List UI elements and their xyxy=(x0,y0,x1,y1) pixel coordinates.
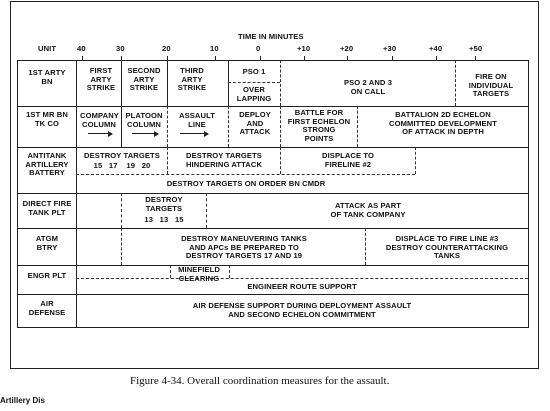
mr-divider-1 xyxy=(121,106,122,147)
battle-for-first-echelon: BATTLE FOR FIRST ECHELON STRONG POINTS xyxy=(287,108,351,143)
tick-label-0: 0 xyxy=(256,44,261,53)
engr-route-separator xyxy=(76,278,528,279)
at-dashed-divider-2 xyxy=(280,147,281,174)
arty-dashed-divider-2 xyxy=(455,60,456,106)
pso-2-and-3-on-call: PSO 2 AND 3 ON CALL xyxy=(343,78,393,96)
unit-air-defense: AIR DEFENSE xyxy=(28,299,66,317)
unit-column-header: UNIT xyxy=(38,44,57,53)
battalion-2d-echelon: BATTALION 2D ECHELON COMMITTED DEVELOPMENT OF ATTACK IN DEPTH xyxy=(389,110,497,137)
unit-1st-arty-bn: 1ST ARTY BN xyxy=(28,68,66,86)
arty-divider-1 xyxy=(121,60,122,106)
table-top-border xyxy=(17,60,529,61)
arty-dashed-divider-1 xyxy=(280,60,281,106)
tick-label-plus10: +10 xyxy=(297,44,311,53)
df-dashed-divider-2 xyxy=(206,193,207,228)
arty-divider-3 xyxy=(228,60,229,106)
second-arty-strike: SECOND ARTY STRIKE xyxy=(127,66,161,93)
time-axis-title: TIME IN MINUTES xyxy=(238,32,304,41)
engr-dashed-divider-2 xyxy=(229,265,230,278)
first-arty-strike: FIRST ARTY STRIKE xyxy=(86,66,116,93)
destroy-targets-on-order: DESTROY TARGETS ON ORDER BN CMDR xyxy=(166,179,326,188)
destroy-targets-hindering-attack: DESTROY TARGETS HINDERING ATTACK xyxy=(185,151,263,169)
unit-atgm-btry: ATGM BTRY xyxy=(35,234,59,252)
company-column-arrow xyxy=(88,133,112,134)
minefield-clearing: MINEFIELD CLEARING xyxy=(178,265,220,283)
mr-dashed-divider-3 xyxy=(280,106,281,147)
tick-label-40: 40 xyxy=(77,44,86,53)
unit-antitank-artillery-battery: ANTITANK ARTILLERY BATTERY xyxy=(25,151,69,178)
displace-to-fire-line-3: DISPLACE TO FIRE LINE #3 DESTROY COUNTERATTACKING TANKS xyxy=(385,234,509,261)
destroy-targets-13-15: DESTROY TARGETS xyxy=(145,195,183,213)
row-divider-2 xyxy=(17,147,529,148)
tick-label-plus50: +50 xyxy=(469,44,483,53)
atgm-dashed-divider-1 xyxy=(121,228,122,265)
unit-direct-fire-tank-plt: DIRECT FIRE TANK PLT xyxy=(22,199,72,217)
deploy-and-attack: DEPLOY AND ATTACK xyxy=(239,110,271,137)
figure-caption: Figure 4-34. Overall coordination measures for the assault. xyxy=(130,375,390,387)
target-numbers-15-17-19-20: 15 17 19 20 xyxy=(93,161,151,170)
table-bottom-border xyxy=(17,327,529,328)
platoon-column-arrow xyxy=(132,133,158,134)
row-divider-5 xyxy=(17,265,529,266)
pso1-overlap-separator xyxy=(228,82,280,83)
atgm-dashed-divider-2 xyxy=(365,228,366,265)
tick-label-10: 10 xyxy=(210,44,219,53)
pso-1: PSO 1 xyxy=(242,67,266,76)
unit-engr-plt: ENGR PLT xyxy=(27,271,67,280)
displace-to-fireline-2: DISPLACE TO FIRELINE #2 xyxy=(321,151,374,169)
assault-line: ASSAULT LINE xyxy=(179,111,215,129)
tick-label-30: 30 xyxy=(116,44,125,53)
at-on-order-separator xyxy=(76,174,415,175)
row-divider-6 xyxy=(17,294,529,295)
mr-dashed-divider-2 xyxy=(228,106,229,147)
destroy-targets-15-20: DESTROY TARGETS xyxy=(84,151,160,160)
row-divider-1 xyxy=(17,106,529,107)
company-column: COMPANY COLUMN xyxy=(80,111,119,129)
tick-label-plus40: +40 xyxy=(429,44,443,53)
platoon-column: PLATOON COLUMN xyxy=(125,111,163,129)
third-arty-strike: THIRD ARTY STRIKE xyxy=(177,66,207,93)
row-divider-3 xyxy=(17,193,529,194)
at-dashed-divider-3 xyxy=(415,147,416,174)
row-divider-4 xyxy=(17,228,529,229)
mr-dashed-divider-1 xyxy=(167,106,168,147)
target-numbers-13-13-15: 13 13 15 xyxy=(144,215,184,224)
unit-1st-mr-bn-tk-co: 1ST MR BN TK CO xyxy=(26,110,68,128)
footer-text-fragment: Artillery Dis xyxy=(0,396,45,405)
engineer-route-support: ENGINEER ROUTE SUPPORT xyxy=(247,282,357,291)
tick-label-plus20: +20 xyxy=(340,44,354,53)
assault-line-arrow xyxy=(180,133,208,134)
air-defense-support: AIR DEFENSE SUPPORT DURING DEPLOYMENT ASSAULT AND SECOND ECHELON COMMITMENT xyxy=(192,301,412,319)
destroy-maneuvering-tanks: DESTROY MANEUVERING TANKS AND APCs BE PREPARED TO DESTROY TARGETS 17 AND 19 xyxy=(181,234,307,261)
overlapping: OVER LAPPING xyxy=(236,85,272,103)
arty-divider-2 xyxy=(167,60,168,106)
df-dashed-divider-1 xyxy=(121,193,122,228)
mr-dashed-divider-4 xyxy=(357,106,358,147)
fire-on-individual-targets: FIRE ON INDIVIDUAL TARGETS xyxy=(468,72,514,99)
at-dashed-divider-1 xyxy=(167,147,168,174)
attack-as-part-of-tank-company: ATTACK AS PART OF TANK COMPANY xyxy=(330,201,406,219)
tick-label-plus30: +30 xyxy=(383,44,397,53)
engr-dashed-divider-1 xyxy=(170,265,171,278)
tick-label-20: 20 xyxy=(162,44,171,53)
